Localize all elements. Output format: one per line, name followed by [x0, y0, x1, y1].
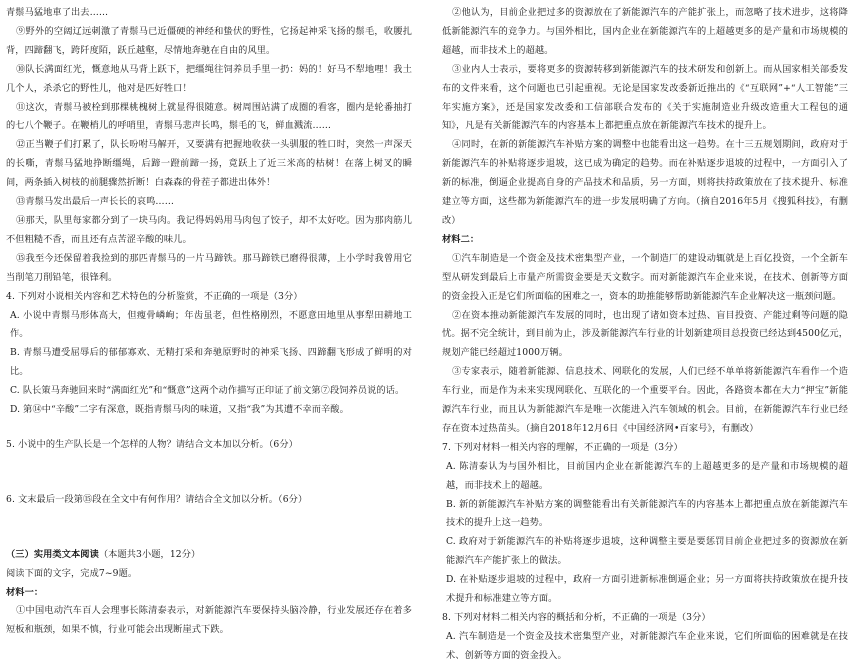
question-5-stem: 5. 小说中的生产队长是一个怎样的人物？请结合文本加以分析。（6分）: [6, 438, 298, 450]
story-paragraph: ⑫正当鞭子们打累了，队长吩咐马解开，又要满有把握地收获一头驯服的牲口时，突然一声深天的长嘶，青鬃马猛地挣断缰绳，后蹄一蹬前蹄一扬，竟跃上了近三米高的枯树！在落上树叉的瞬间，两条插入树枝的前腿骤然折断！白森森的骨茬子都进出体外！: [6, 139, 412, 189]
section-3-note: （本题共3小题，12分）: [98, 548, 201, 560]
story-paragraph: ⑪这次，青鬃马被栓到那棵桃槐树上就显得很随意。树周围站满了成圈的看客，圈内是轮番抽打的七八个鞭子。在鞭梢儿的呼哨里，青鬃马悲声长鸣，鬃毛的飞，鲜血溅流……: [6, 101, 412, 132]
story-paragraph: ⑮我至今还保留着我捡到的那匹青鬃马的一片马蹄铁。那马蹄铁已磨得很薄，上小学时我曾用它当削笔刀削铅笔，很锋利。: [6, 252, 412, 283]
story-paragraph: ⑩队长满面红光，慨意地从马背上跃下，把缰绳往饲养员手里一扔：妈的！好马不犁地哩！我土几个人，杀杀它的野性儿，他对是匹好牲口！: [6, 63, 412, 94]
question-4-option-b: B. 青鬃马遭受屈辱后的郁郁寡欢、无精打采和奔驰原野时的神采飞扬、四蹄翻飞形成了鲜明的对比。: [10, 347, 412, 378]
question-7-option-c: C. 政府对于新能源汽车的补贴将逐步退坡，这种调整主要是要惩罚目前企业把过多的资源放在新能源汽车产能扩张上的做法。: [446, 536, 848, 567]
question-7-option-d: D. 在补贴逐步退坡的过程中，政府一方面引进新标准倒逼企业；另一方面将扶持政策放在提升技术提升和标准建立等方面。: [446, 574, 848, 605]
question-4-option-a: A. 小说中青鬃马形体高大，但瘦骨嶙峋；年齿虽老，但性格刚烈，不愿意田地里从事犁田耕地工作。: [10, 309, 412, 340]
answer-space: [6, 455, 412, 491]
section-3-instruction: 阅读下面的文字，完成7~9题。: [6, 567, 138, 579]
right-column: [442, 4, 848, 666]
question-4-option-d: D. 第⑭中“辛酸”二字有深意，既指青鬃马肉的味道，又指“我”为其遭不幸而辛酸。: [10, 404, 349, 416]
material-1-paragraph: ④同时，在新的新能源汽车补贴方案的调整中也能看出这一趋势。在十三五规划期间，政府对于新能源汽车的补贴将逐步退坡，这已成为确定的趋势。而在补贴逐步退坡的过程中，一方面引入了新的标准，倒逼企业提高自身的产品技术和品质，另一方面，则将扶持政策放在了技术提升、标准建立等方面，这些都为新能源汽车的进一步发展明确了方向。（摘自2016年5月《搜狐科技》，有删改）: [442, 139, 848, 226]
material-1-label: 材料一：: [6, 586, 44, 598]
section-3-heading: （三）实用类文本阅读: [6, 548, 99, 560]
story-paragraph: ⑭那天，队里每家都分到了一块马肉。我记得妈妈用马肉包了饺子，却不太好吃。因为那肉筋儿不但粗糙不香，而且还有点苦涩辛酸的味儿。: [6, 214, 412, 245]
material-2-paragraph: ②在资本推动新能源汽车发展的同时，也出现了诸如资本过热、盲目投资、产能过剩等问题的隐忧。据不完全统计，到目前为止，涉及新能源汽车行业的计划新建项目总投资已经达到4500亿元，规划产能已经超过1000万辆。: [442, 309, 848, 359]
question-4-option-c: C. 队长策马奔驰回来时“满面红光”和“慨意”这两个动作描写正印证了前文第⑦段饲养员说的话。: [10, 385, 405, 397]
story-paragraph: ⑬青鬃马发出最后一声长长的哀鸣……: [16, 196, 174, 208]
material-2-label: 材料二：: [442, 233, 480, 245]
question-7-option-a: A. 陈清泰认为与国外相比，目前国内企业在新能源汽车的上超越更多的是产量和市场规模的超越，而非技术上的超越。: [446, 460, 848, 491]
question-7-stem: 7. 下列对材料一相关内容的理解，不正确的一项是（3分）: [442, 441, 683, 453]
left-column: [6, 4, 412, 640]
question-7-option-b: B. 新的新能源汽车补贴方案的调整能看出有关新能源汽车的内容基本上都把重点放在新能源汽车技术的提升上这一趋势。: [446, 498, 848, 529]
material-1-paragraph: ②他认为，目前企业把过多的资源放在了新能源汽车的产能扩张上，而忽略了技术进步，这将降低新能源汽车的竞争力。与国外相比，国内企业在新能源汽车的上超越更多的是产量和市场规模的超越，而非技术上的超越。: [442, 7, 848, 56]
story-paragraph: ⑨野外的空阔辽远刺激了青鬃马已近僵硬的神经和蛰伏的野性，它扬起神采飞扬的鬃毛，收腰扎背，四蹄翻飞，跨阡度陌，跃丘越壑，尽情地奔驰在自由的风里。: [6, 25, 412, 56]
question-8-stem: 8. 下列对材料二相关内容的概括和分析，不正确的一项是（3分）: [442, 612, 711, 623]
material-2-paragraph: ①汽车制造是一个资金及技术密集型产业，一个制造厂的建设动辄就是上百亿投资，一个全新车型从研发到最后上市量产所需资金要是天文数字。而对新能源汽车企业来说，在技术、创新等方面的资金投入正是它们所面临的困难之一，资本的助推能够帮助新能源汽车企业解决这一瓶颈问题。: [442, 252, 848, 302]
material-1-paragraph: ③业内人士表示，要将更多的资源转移到新能源汽车的技术研发和创新上。而从国家相关部委发布的文件来看，这个问题也已引起重视。无论是国家发改委新近推出的《“互联网”+“人工智能”三年实施方案》，还是国家发改委和工信部联合发布的《关于实施制造业升级改造重大工程包的通知》，凡是有关新能源汽车的内容基本上都把重点放在新能源汽车技术的提升上。: [442, 63, 848, 132]
material-1-paragraph: ①中国电动汽车百人会理事长陈清泰表示，对新能源汽车要保持头脑冷静，行业发展还存在着多短板和瓶颈，如果不慎，行业可能会出现断崖式下跌。: [6, 605, 412, 636]
answer-space: [6, 510, 412, 546]
story-line: 青鬃马猛地車了出去……: [6, 7, 109, 18]
question-4-stem: 4. 下列对小说相关内容和艺术特色的分析鉴赏，不正确的一项是（3分）: [6, 290, 303, 302]
material-2-paragraph: ③专家表示，随着新能源、信息技术、网联化的发展，人们已经不单单将新能源汽车看作一个造车行业，而是作为未来实现网联化、互联化的一个重要平台。因此，各路资本都在大力“押宝”新能源汽车行业，而且认为新能源汽车是唯一次能进入汽车领域的机会。目前，在新能源汽车行业已经存在资本过热苗头。（摘自2018年12月6日《中国经济网•百家号》，有删改）: [442, 366, 848, 434]
question-6-stem: 6. 文末最后一段第⑮段在全文中有何作用？请结合全文加以分析。（6分）: [6, 493, 308, 505]
answer-space: [6, 420, 412, 436]
section-3-title: [6, 546, 412, 565]
question-8-option-a: A. 汽车制造是一个资金及技术密集型产业，对新能源汽车企业来说，它们所面临的困难就是在技术、创新等方面的资金投入。: [446, 630, 848, 661]
